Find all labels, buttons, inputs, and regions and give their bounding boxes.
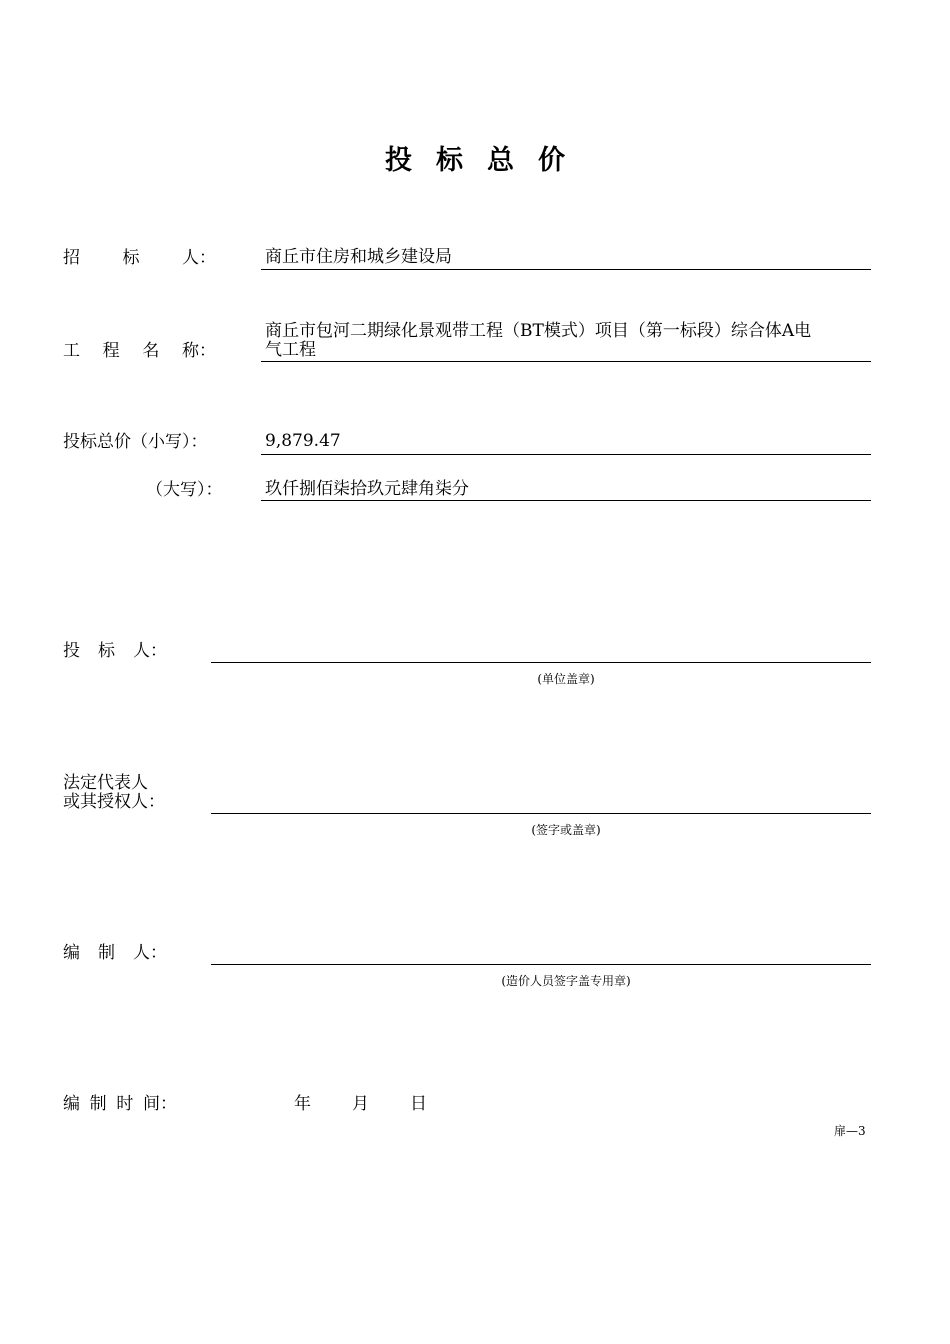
tenderer-value: 商丘市住房和城乡建设局	[265, 247, 452, 267]
price-small-label: 投标总价（小写）：	[63, 432, 208, 452]
date-month: 月	[352, 1094, 369, 1114]
legal-rep-caption: (签字或盖章)	[531, 823, 601, 837]
tenderer-label: 招 标 人：	[63, 248, 216, 268]
date-day: 日	[410, 1094, 427, 1114]
price-big-label: （大写）：	[146, 480, 223, 500]
compiler-underline	[211, 964, 871, 965]
compile-time-label: 编 制 时 间：	[63, 1094, 177, 1114]
price-big-underline	[261, 500, 871, 501]
date-year: 年	[294, 1094, 311, 1114]
tenderer-underline	[261, 269, 871, 270]
page-title	[0, 138, 950, 177]
price-small-value: 9,879.47	[265, 431, 341, 451]
title-char: 价	[538, 145, 565, 176]
legal-rep-label-line-1: 法定代表人	[63, 773, 148, 793]
bidder-caption: (单位盖章)	[537, 672, 595, 686]
project-name-line-1: 商丘市包河二期绿化景观带工程（BT模式）项目（第一标段）综合体A电	[265, 321, 812, 341]
compiler-caption: (造价人员签字盖专用章)	[501, 974, 631, 988]
price-big-value: 玖仟捌佰柒拾玖元肆角柒分	[265, 479, 469, 499]
legal-rep-label-line-2: 或其授权人：	[63, 792, 165, 812]
title-char: 投	[385, 145, 412, 176]
project-name-label: 工 程 名 称：	[63, 341, 216, 361]
bidder-underline	[211, 662, 871, 663]
project-name-line-2: 气工程	[265, 340, 316, 360]
title-char: 标	[436, 145, 463, 176]
bidder-label: 投 标 人：	[63, 641, 167, 661]
page-code: 扉—3	[834, 1124, 866, 1138]
price-small-underline	[261, 454, 871, 455]
title-char: 总	[487, 145, 514, 176]
legal-rep-underline	[211, 813, 871, 814]
project-name-underline	[261, 361, 871, 362]
compiler-label: 编 制 人：	[63, 943, 167, 963]
